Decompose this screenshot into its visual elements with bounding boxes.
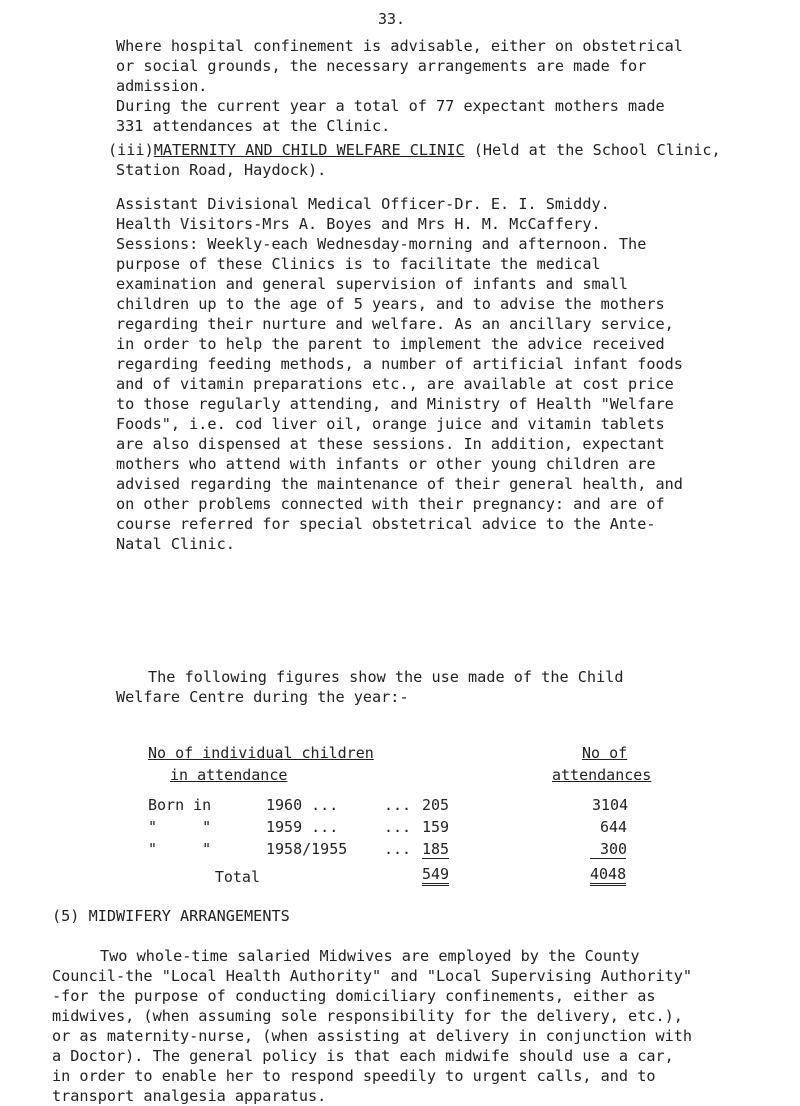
- section-5-number: (5): [52, 907, 80, 925]
- children-count: 205: [422, 796, 450, 814]
- table-row: [148, 836, 700, 858]
- born-cell: Born in: [148, 796, 212, 814]
- section-5-body: Two whole-time salaried Midwives are employed by the County Council-the "Local Health Authority" and "Local Supervising Authority" -for the purpose of conducting domiciliary confinements, either as midwives, (when assuming sole responsibility for the delivery, etc.), or as maternity-nurse, (when assisting at delivery in conjunction with a Doctor). The general policy is that each midwife should use a car, in order to enable her to respond speedily to urgent calls, and to transport analgesia apparatus.: [52, 947, 693, 1105]
- totals-row: [148, 858, 700, 886]
- children-count: 185: [422, 840, 450, 858]
- total-label: Total: [214, 868, 260, 886]
- total-attendances: 4048: [590, 858, 626, 886]
- attendances-header: No of: [582, 744, 628, 762]
- attendance-table-header-row-2: [148, 762, 700, 784]
- section-iii-location: (Held at the School Clinic,: [464, 141, 721, 159]
- children-header-line2: in attendance: [170, 766, 288, 784]
- year-cell: 1958/1955: [266, 840, 348, 858]
- table-row: [148, 814, 700, 836]
- born-cell: " ": [148, 840, 212, 858]
- attendances-count: 300: [600, 840, 628, 858]
- section-iii-title: MATERNITY AND CHILD WELFARE CLINIC: [153, 141, 465, 159]
- section-iii-body: Assistant Divisional Medical Officer-Dr. E. I. Smiddy. Health Visitors-Mrs A. Boyes and Mrs H. M. McCaffery. Sessions: Weekly-each Wednesday-morning and afternoon. The purpose of these Clinics is to facilitate the medical examination and general supervision of infants and small children up to the age of 5 years, and to advise the mothers regarding their nurture and welfare. As an ancillary service, in order to help the parent to implement the advice received regarding feeding methods, a number of artificial infant foods and of vitamin preparations etc., are available at cost price to those regularly attending, and Ministry of Health "Welfare Foods", i.e. cod liver oil, orange juice and vitamin tablets are also dispensed at these sessions. In addition, expectant mothers who attend with infants or other young children are advised regarding the maintenance of their general health, and on other problems connected with their pregnancy: and are of course referred for special obstetrical advice to the Ante- Natal Clinic.: [116, 195, 683, 553]
- total-children-cell: [422, 858, 552, 886]
- leader-dots: ...: [384, 796, 412, 814]
- section-iii-number: (iii): [108, 141, 154, 159]
- figures-intro: The following figures show the use made of the Child Welfare Centre during the year:-: [116, 668, 624, 706]
- attendances-count: 3104: [592, 796, 629, 814]
- table-row: [148, 784, 700, 814]
- children-header: No of individual children: [148, 744, 374, 762]
- attendances-count: 644: [600, 818, 628, 836]
- total-spacer: [266, 858, 384, 886]
- born-cell: " ": [148, 818, 212, 836]
- attendance-table: [148, 740, 700, 886]
- section-iii-heading: [108, 140, 798, 180]
- page-number: 33.: [378, 10, 406, 28]
- section-5-title: MIDWIFERY ARRANGEMENTS: [88, 907, 290, 925]
- year-cell: 1959 ...: [266, 818, 339, 836]
- total-children: 549: [422, 858, 449, 886]
- year-cell: 1960 ...: [266, 796, 339, 814]
- leader-dots: ...: [384, 840, 412, 858]
- total-spacer-2: [384, 858, 422, 886]
- section-iii-location-line2: Station Road, Haydock).: [116, 161, 327, 179]
- section-5-heading: [52, 906, 742, 926]
- attendances-header-line2: attendances: [552, 766, 652, 784]
- intro-paragraph: Where hospital confinement is advisable, either on obstetrical or social grounds, the necessary arrangements are made for admission. During the current year a total of 77 expectant mothers made 331 attendances at the Clinic.: [116, 37, 683, 135]
- attendance-table-header-row: [148, 740, 700, 762]
- children-count: 159: [422, 818, 450, 836]
- total-attendances-cell: [552, 858, 700, 886]
- leader-dots: ...: [384, 818, 412, 836]
